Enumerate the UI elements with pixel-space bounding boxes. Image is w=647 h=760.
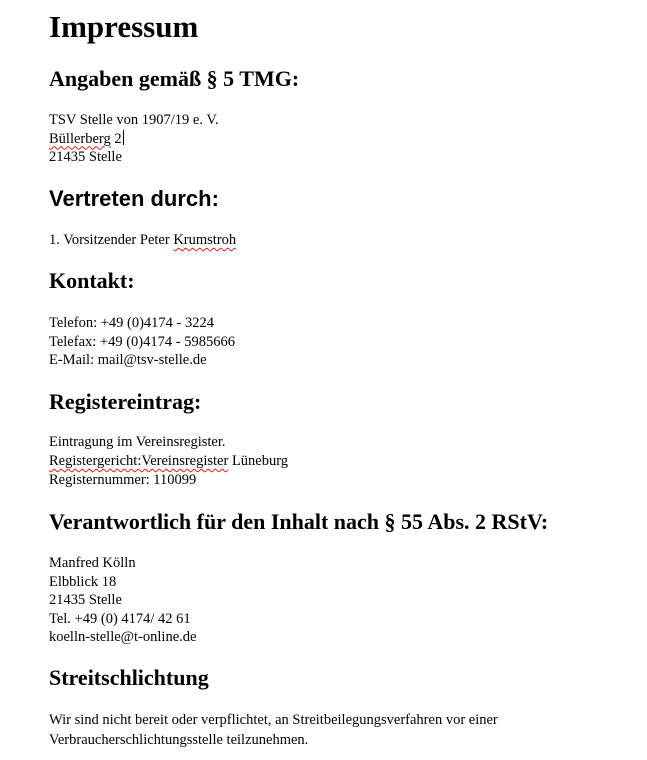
responsible-phone: Tel. +49 (0) 4174/ 42 61: [49, 610, 191, 627]
page-title: Impressum: [49, 9, 199, 44]
representative-line: [49, 231, 236, 250]
heading-kontakt: Kontakt:: [49, 268, 135, 293]
address-block[interactable]: [49, 111, 219, 167]
register-city: Lüneburg: [228, 453, 289, 469]
text-caret: [123, 130, 124, 145]
street-name: Büllerberg: [49, 130, 111, 147]
register-block: [49, 433, 288, 490]
fax-line: Telefax: +49 (0)4174 - 5985666: [49, 333, 235, 350]
heading-vertreten: Vertreten durch:: [49, 186, 219, 211]
responsible-name: Manfred Kölln: [49, 555, 136, 571]
responsible-block: [49, 554, 196, 647]
responsible-email: koelln-stelle@t-online.de: [49, 629, 197, 645]
heading-register: Registereintrag:: [49, 389, 202, 414]
representative-surname: Krumstroh: [173, 232, 237, 248]
org-name: TSV Stelle von 1907/19 e. V.: [49, 112, 219, 128]
house-number: 2: [110, 130, 122, 147]
street-line: [49, 130, 219, 149]
heading-tmg: Angaben gemäß § 5 TMG:: [49, 66, 300, 91]
email-line: E-Mail: mail@tsv-stelle.de: [49, 352, 207, 368]
heading-streitschlichtung: Streitschlichtung: [49, 665, 209, 690]
phone-line: Telefon: +49 (0)4174 - 3224: [49, 315, 215, 331]
representative-block: [49, 231, 236, 250]
representative-role: 1. Vorsitzender Peter: [49, 232, 174, 248]
responsible-street: Elbblick 18: [49, 573, 117, 590]
register-court-line: [49, 452, 288, 471]
heading-verantwortlich: Verantwortlich für den Inhalt nach § 55 Abs. 2 RStV:: [49, 509, 549, 534]
postal-city: 21435 Stelle: [49, 149, 122, 165]
register-number-line: Registernummer: 110099: [49, 472, 197, 488]
register-court: Registergericht:Vereinsregister: [49, 453, 229, 469]
responsible-city: 21435 Stelle: [49, 592, 122, 608]
register-entry-line: Eintragung im Vereinsregister.: [49, 434, 226, 450]
contact-block: [49, 314, 235, 370]
dispute-paragraph: Wir sind nicht bereit oder verpflichtet, an Streitbeilegungsverfahren vor einer Verbraucherschlichtungsstelle teilzunehmen.: [49, 712, 498, 748]
